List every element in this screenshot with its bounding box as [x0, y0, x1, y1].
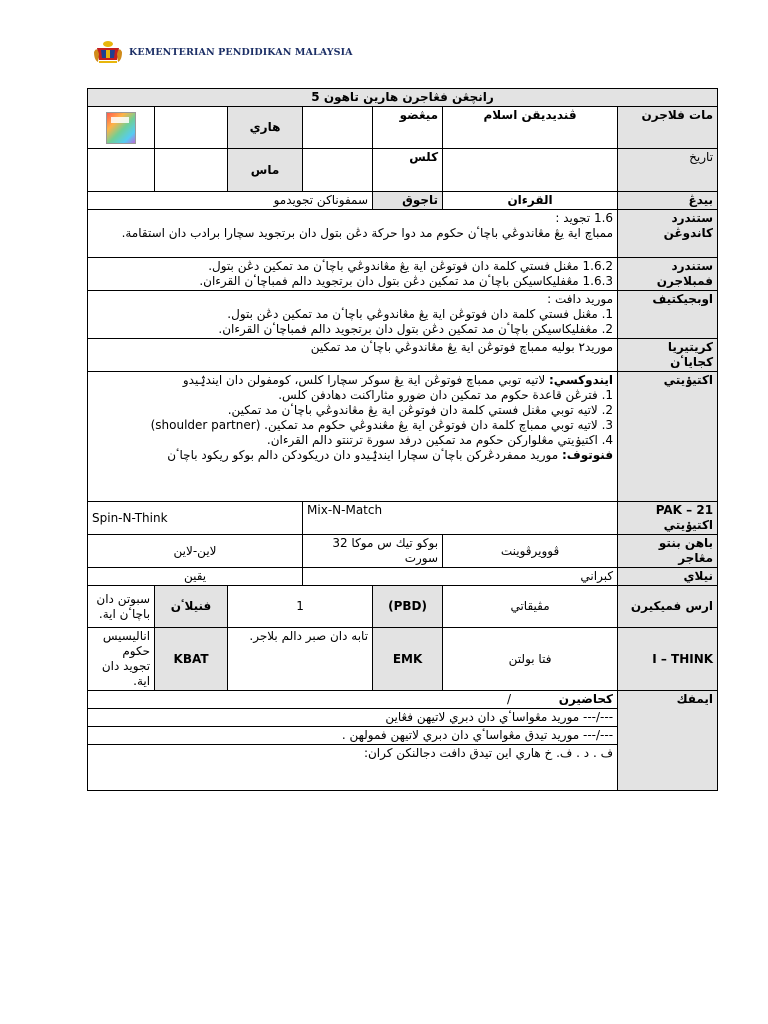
success-criteria-label: كريتيريا كجاياٴن	[618, 339, 718, 372]
ithink-label: I – THINK	[618, 628, 718, 691]
objective-item: 2. مڠفليكاسيكن باچاٴن مد تمكين دڠن بتول دان برتجويد دالم فمباچاٴن القرءان.	[218, 322, 614, 336]
time-extra	[88, 149, 155, 192]
learning-standard-item: 1.6.3 مڠفليكاسيكن باچاٴن مد تمكين دڠن بتول دان برتجويد دالم فمباچاٴن القرءان.	[199, 274, 614, 288]
week-value[interactable]	[303, 107, 373, 149]
pak21-method-a: Mix-N-Match	[303, 502, 618, 535]
attendance-label: كحاضيرن	[558, 692, 614, 706]
success-criteria-value: موريد٢ بوليه ممباچ فوتوڠن اية يڠ مڠاندوڠي باچاٴن مد تمكين	[88, 339, 618, 372]
malaysia-crest-icon	[93, 40, 123, 64]
pak21-method-b: Spin-N-Think	[88, 502, 303, 535]
reflection-line: ---/--- موريد مڠواساٴي دان دبري لاتيهن فڠاين	[88, 709, 618, 727]
objective-value	[88, 291, 618, 339]
pak21-label: PAK – 21 اكتيۏيتي	[618, 502, 718, 535]
topic-value: سمفوناكن تجويدمو	[88, 192, 373, 210]
value-item: كبراني	[303, 568, 618, 586]
evaluation-value: سبوتن دان باچاٴن اية.	[88, 586, 155, 628]
time-label: ماس	[228, 149, 303, 192]
emk-value: تابه دان صبر دالم بلاجر.	[228, 628, 373, 691]
attendance-row	[88, 691, 618, 709]
class-label: كلس	[373, 149, 443, 192]
activity-step: 4. اكتيۏيتي مڠلواركن حكوم مد تمكين درفد سورة ترتنتو دالم القرءان.	[266, 433, 614, 447]
value-item: يقين	[88, 568, 303, 586]
lesson-plan-table	[87, 88, 718, 791]
pbd-label: (PBD)	[373, 586, 443, 628]
kbat-value: اناليسيس حكوم تجويد دان اية.	[88, 628, 155, 691]
induction-line	[92, 373, 613, 388]
pbd-value: 1	[228, 586, 373, 628]
activity-value	[88, 372, 618, 502]
week-label: ميڠضو	[373, 107, 443, 149]
date-value[interactable]	[443, 149, 618, 192]
objective-intro: موريد دافت :	[547, 292, 614, 306]
day-value[interactable]	[155, 107, 228, 149]
content-standard-label: ستندرد كاندوڠن	[618, 210, 718, 258]
induction-label: ايندوكسي:	[549, 373, 614, 387]
class-value[interactable]	[303, 149, 373, 192]
thinking-map: فتا بولتن	[443, 628, 618, 691]
subject-value: ڤنديديقن اسلام	[443, 107, 618, 149]
objective-item: 1. مڠنل فستي كلمة دان فوتوڠن اية يڠ مڠاندوڠي باچاٴن مد تمكين دڠن بتول.	[227, 307, 614, 321]
reflection-line: ---/--- موريد تيدق مڠواساٴي دان دبري لاتيهن فمولهن .	[88, 727, 618, 745]
date-label: تاريخ	[618, 149, 718, 192]
learning-standard-label: ستندرد فمبلاجرن	[618, 258, 718, 291]
activity-step: 1. فترڠن قاعدة حكوم مد تمكين دان ضورو مثاراكنت دهادفن كلس.	[278, 388, 614, 402]
subject-label: مات فلاجرن	[618, 107, 718, 149]
assessment-level-label: مڤيقاتي	[443, 586, 618, 628]
teaching-aid-item: ڤوويرڤوينت	[443, 535, 618, 568]
kbat-label: KBAT	[155, 628, 228, 691]
plan-title: رانچڠن فڠاجرن هارين تاهون 5	[88, 89, 718, 107]
teaching-aids-label: باهن بنتو مڠاجر	[618, 535, 718, 568]
teaching-aid-item: بوكو تيك س موكا 32 سورت	[303, 535, 443, 568]
reflection-label: ايمفك	[618, 691, 718, 791]
evaluation-label: فنيلاٴن	[155, 586, 228, 628]
topic-label: تاجوق	[373, 192, 443, 210]
time-value[interactable]	[155, 149, 228, 192]
book-cover-icon	[106, 112, 136, 144]
ministry-name: KEMENTERIAN PENDIDIKAN MALAYSIA	[129, 46, 353, 58]
learning-standard-value	[88, 258, 618, 291]
reflection-line: ف . د . ف. خ هاري اين تيدق دافت دجالنكن كران:	[88, 745, 618, 791]
learning-standard-item: 1.6.2 مڠنل فستي كلمة دان فوتوڠن اية يڠ مڠاندوڠي باچاٴن مد تمكين دڠن بتول.	[208, 259, 614, 273]
closure-label: فنوتوف:	[562, 448, 614, 462]
objective-label: اوبجيكتيف	[618, 291, 718, 339]
activity-step: 3. لاتيه توبي ممباچ كلمة دان فوتوڠن اية يڠ مڠندوڠي حكوم مد تمكين. (shoulder partner)	[150, 418, 614, 432]
content-standard-code: 1.6 تجويد :	[555, 211, 614, 225]
induction-text: لاتيه توبي ممباچ فوتوڠن اية يڠ سوكر سچارا كلس، كومفولن دان ايندؿيدو	[182, 373, 549, 387]
emk-label: EMK	[373, 628, 443, 691]
book-thumbnail	[88, 107, 155, 149]
closure-line	[92, 448, 613, 463]
teaching-aid-item: لاين-لاين	[88, 535, 303, 568]
attendance-slash: /	[507, 692, 512, 706]
values-label: نيلاي	[618, 568, 718, 586]
content-standard-value	[88, 210, 618, 258]
activity-step: 2. لاتيه توبي مڠنل فستي كلمة دان فوتوڠن اية يڠ مڠاندوڠي باچاٴن مد تمكين.	[227, 403, 614, 417]
field-label: بيدڠ	[618, 192, 718, 210]
content-standard-text: ممباچ اية يڠ مڠاندوڠي باچاٴن حكوم مد دوا حركة دڠن بتول دان برتجويد سچارا برادب دان استقامة.	[121, 226, 614, 240]
field-value: القرءان	[443, 192, 618, 210]
closure-text: موريد ممفردڠركن باچاٴن سچارا ايندؿيدو دان دريكودكن دالم بوكو ريكود باچاٴن	[167, 448, 562, 462]
day-label: هاري	[228, 107, 303, 149]
page-header	[93, 40, 353, 64]
activity-label: اكتيۏيتي	[618, 372, 718, 502]
assessment-label: ارس فميكيرن	[618, 586, 718, 628]
